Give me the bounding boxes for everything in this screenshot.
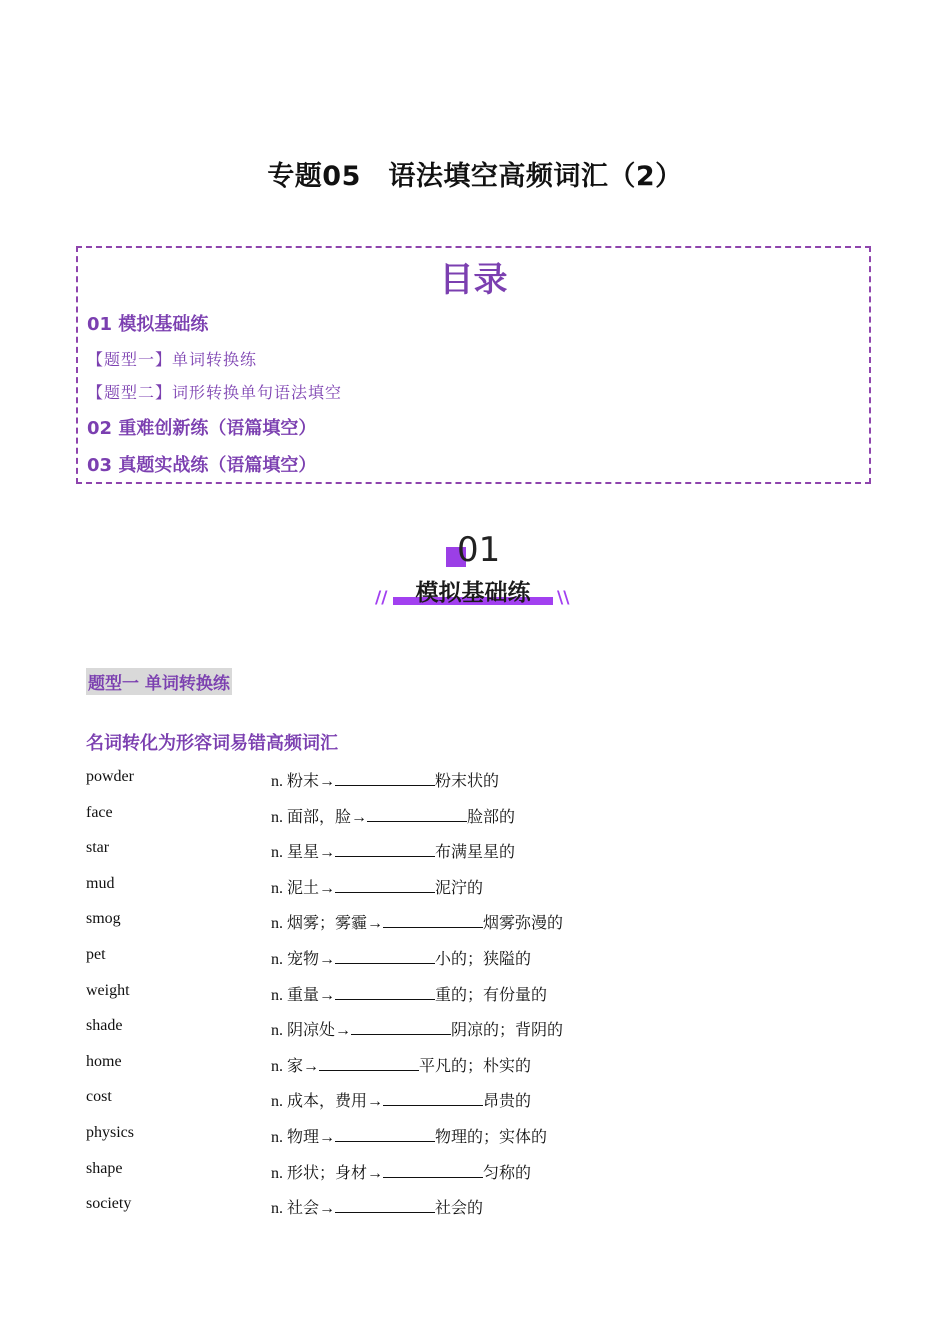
answer-blank[interactable] <box>351 1020 451 1035</box>
vocab-word: cost <box>86 1088 112 1106</box>
vocab-noun-meaning: n. 家→ <box>271 1057 320 1075</box>
toc-item-02[interactable]: 02 重难创新练（语篇填空） <box>87 418 317 439</box>
vocab-word: home <box>86 1052 122 1070</box>
vocab-adjective-meaning: 粉末状的 <box>435 773 500 790</box>
vocab-noun-meaning: n. 社会→ <box>271 1200 336 1218</box>
vocab-meaning <box>271 875 483 898</box>
left-slash-decoration: // <box>375 588 388 608</box>
vocab-word: smog <box>86 910 121 928</box>
section-number: 01 <box>457 530 501 570</box>
toc-item-type1[interactable]: 【题型一】单词转换练 <box>87 350 258 369</box>
vocab-adjective-meaning: 阴凉的；背阴的 <box>451 1022 564 1040</box>
answer-blank[interactable] <box>383 913 483 928</box>
vocab-adjective-meaning: 重的；有份量的 <box>435 986 548 1004</box>
answer-blank[interactable] <box>335 842 435 857</box>
toc-item-01[interactable]: 01 模拟基础练 <box>87 314 209 335</box>
answer-blank[interactable] <box>335 985 435 1000</box>
vocab-meaning <box>271 982 547 1005</box>
vocab-adjective-meaning: 平凡的；朴实的 <box>419 1057 532 1075</box>
vocab-word: mud <box>86 874 115 892</box>
answer-blank[interactable] <box>335 878 435 893</box>
vocab-meaning <box>271 1160 531 1183</box>
vocab-meaning <box>271 804 515 827</box>
toc-item-type2[interactable]: 【题型二】词形转换单句语法填空 <box>87 383 343 402</box>
vocab-meaning <box>271 910 563 933</box>
vocab-word: shade <box>86 1017 123 1035</box>
right-slash-decoration: \\ <box>557 588 570 608</box>
section-title: 模拟基础练 <box>415 580 531 606</box>
vocab-adjective-meaning: 社会的 <box>435 1200 484 1218</box>
vocab-meaning <box>271 1124 547 1147</box>
vocab-adjective-meaning: 匀称的 <box>483 1164 532 1182</box>
page-title: 专题05 语法填空高频词汇（2） <box>267 161 683 192</box>
exercise-subtitle: 名词转化为形容词易错高频词汇 <box>86 733 338 754</box>
answer-blank[interactable] <box>383 1091 483 1106</box>
vocab-noun-meaning: n. 泥土→ <box>271 879 336 897</box>
vocab-noun-meaning: n. 形状；身材→ <box>271 1164 384 1182</box>
question-type-label: 题型一 单词转换练 <box>86 668 232 695</box>
answer-blank[interactable] <box>319 1056 419 1071</box>
section-badge <box>375 530 575 615</box>
vocab-noun-meaning: n. 粉末→ <box>271 773 336 790</box>
vocab-meaning <box>271 768 499 791</box>
vocab-adjective-meaning: 物理的；实体的 <box>435 1128 548 1146</box>
vocab-noun-meaning: n. 阴凉处→ <box>271 1022 352 1040</box>
vocab-noun-meaning: n. 成本，费用→ <box>271 1093 384 1111</box>
vocab-word: weight <box>86 981 130 999</box>
vocab-noun-meaning: n. 烟雾；雾霾→ <box>271 915 384 933</box>
toc-heading: 目录 <box>439 260 508 300</box>
vocab-meaning <box>271 1195 483 1218</box>
vocab-meaning <box>271 1053 531 1076</box>
answer-blank[interactable] <box>335 1127 435 1142</box>
vocab-adjective-meaning: 昂贵的 <box>483 1093 532 1111</box>
toc-item-03[interactable]: 03 真题实战练（语篇填空） <box>87 455 317 476</box>
vocab-word: society <box>86 1195 132 1213</box>
vocab-word: shape <box>86 1159 123 1177</box>
vocab-word: physics <box>86 1123 134 1141</box>
vocab-word: powder <box>86 768 134 785</box>
vocab-noun-meaning: n. 物理→ <box>271 1128 336 1146</box>
vocab-noun-meaning: n. 星星→ <box>271 844 336 862</box>
vocab-adjective-meaning: 布满星星的 <box>435 844 516 862</box>
vocab-adjective-meaning: 小的；狭隘的 <box>435 950 532 968</box>
vocab-adjective-meaning: 泥泞的 <box>435 879 484 897</box>
answer-blank[interactable] <box>335 1198 435 1213</box>
vocab-noun-meaning: n. 重量→ <box>271 986 336 1004</box>
vocab-adjective-meaning: 烟雾弥漫的 <box>483 915 564 933</box>
answer-blank[interactable] <box>367 807 467 822</box>
vocab-word: face <box>86 803 113 821</box>
vocab-meaning <box>271 946 531 969</box>
answer-blank[interactable] <box>335 771 435 786</box>
vocab-word: star <box>86 839 110 857</box>
vocab-meaning <box>271 1017 563 1040</box>
vocab-noun-meaning: n. 宠物→ <box>271 950 336 968</box>
vocab-noun-meaning: n. 面部，脸→ <box>271 808 368 826</box>
vocab-adjective-meaning: 脸部的 <box>467 808 516 826</box>
vocab-meaning <box>271 1088 531 1111</box>
answer-blank[interactable] <box>383 1163 483 1178</box>
answer-blank[interactable] <box>335 949 435 964</box>
vocab-meaning <box>271 839 515 862</box>
vocab-word: pet <box>86 945 106 963</box>
table-of-contents <box>76 246 871 484</box>
